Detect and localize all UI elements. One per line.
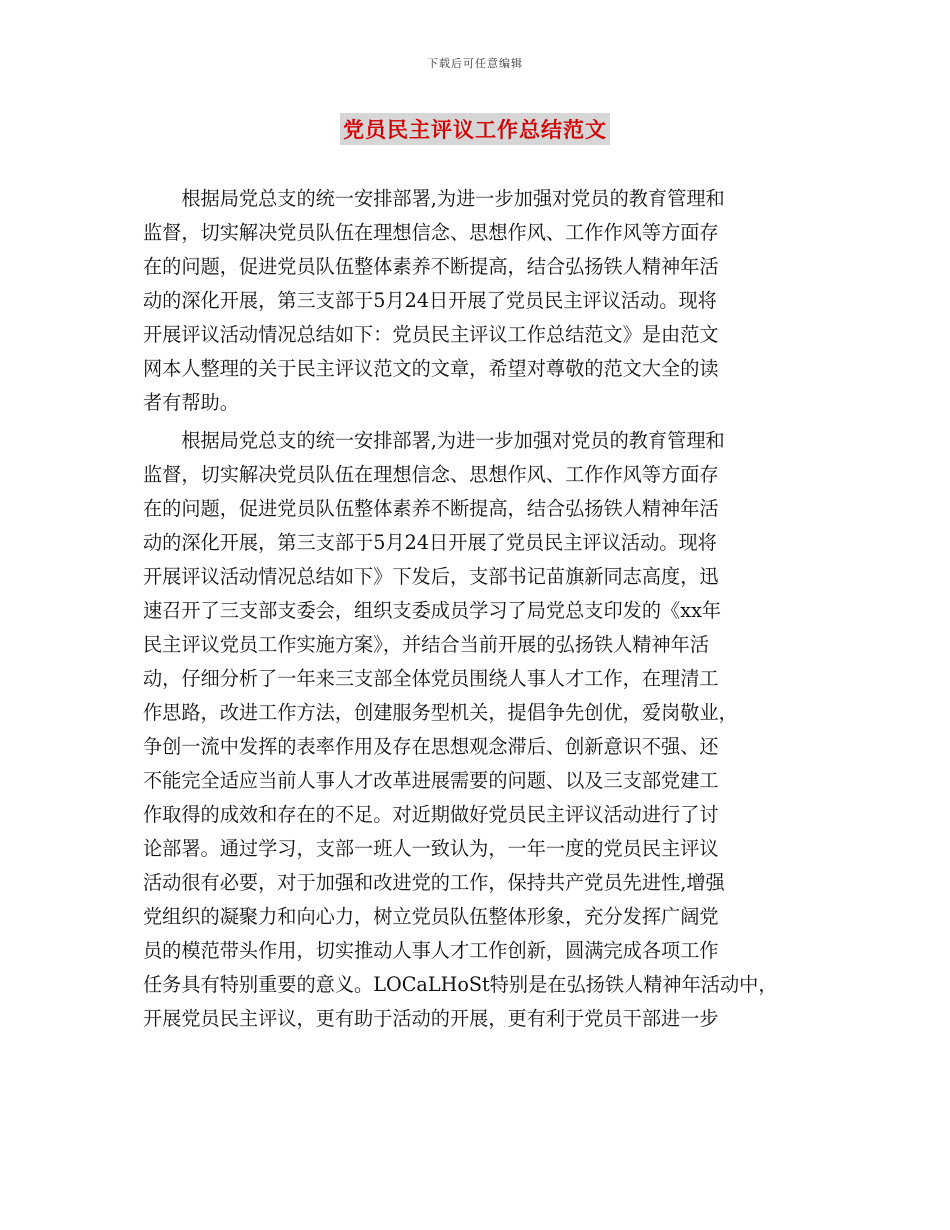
text-line: 速召开了三支部支委会，组织支委成员学习了局党总支印发的《xx年 [143,599,722,622]
text-line: 根据局党总支的统一安排部署,为进一步加强对党员的教育管理和 [143,187,725,210]
text-line: 活动很有必要，对于加强和改进党的工作，保持共产党员先进性,增强 [143,871,725,894]
text-line: 民主评议党员工作实施方案》，并结合当前开展的弘扬铁人精神年活 [143,633,710,656]
paragraph [143,182,811,420]
text-line: 员的模范带头作用，切实推动人事人才工作创新，圆满完成各项工作 [143,939,719,962]
text-line: 开展评议活动情况总结如下：党员民主评议工作总结范文》是由范文 [143,323,719,346]
text-line: 不能完全适应当前人事人才改革进展需要的问题、以及三支部党建工 [143,769,719,792]
text-line: 作思路，改进工作方法，创建服务型机关，提倡争先创优，爱岗敬业， [143,701,738,724]
text-line: 党组织的凝聚力和向心力，树立党员队伍整体形象，充分发挥广阔党 [143,905,719,928]
text-line: 论部署。通过学习，支部一班人一致认为，一年一度的党员民主评议 [143,837,719,860]
text-line: 争创一流中发挥的表率作用及存在思想观念滞后、创新意识不强、还 [143,735,719,758]
text-line: 者有帮助。 [143,391,239,414]
paragraph [143,424,811,1036]
text-line: 在的问题，促进党员队伍整体素养不断提高，结合弘扬铁人精神年活 [143,255,719,278]
text-line: 开展评议活动情况总结如下》下发后，支部书记苗旗新同志高度，迅 [143,565,719,588]
text-line: 根据局党总支的统一安排部署,为进一步加强对党员的教育管理和 [143,429,725,452]
text-line: 在的问题，促进党员队伍整体素养不断提高，结合弘扬铁人精神年活 [143,497,719,520]
text-line: 监督，切实解决党员队伍在理想信念、思想作风、工作作风等方面存 [143,463,719,486]
document-title: 党员民主评议工作总结范文 [340,113,610,145]
text-line: 任务具有特别重要的意义。LOCaLHoSt特别是在弘扬铁人精神年活动中， [143,973,778,996]
text-line: 监督，切实解决党员队伍在理想信念、思想作风、工作作风等方面存 [143,221,719,244]
header-note: 下载后可任意编辑 [427,57,523,70]
text-line: 网本人整理的关于民主评议范文的文章，希望对尊敬的范文大全的读 [143,357,719,380]
document-body [143,182,811,1036]
text-line: 动的深化开展，第三支部于5月24日开展了党员民主评议活动。现将 [143,289,717,312]
text-line: 作取得的成效和存在的不足。对近期做好党员民主评议活动进行了讨 [143,803,719,826]
text-line: 动，仔细分析了一年来三支部全体党员围绕人事人才工作，在理清工 [143,667,719,690]
text-line: 动的深化开展，第三支部于5月24日开展了党员民主评议活动。现将 [143,531,717,554]
text-line: 开展党员民主评议，更有助于活动的开展，更有利于党员干部进一步 [143,1007,719,1030]
title-wrap [0,113,950,145]
